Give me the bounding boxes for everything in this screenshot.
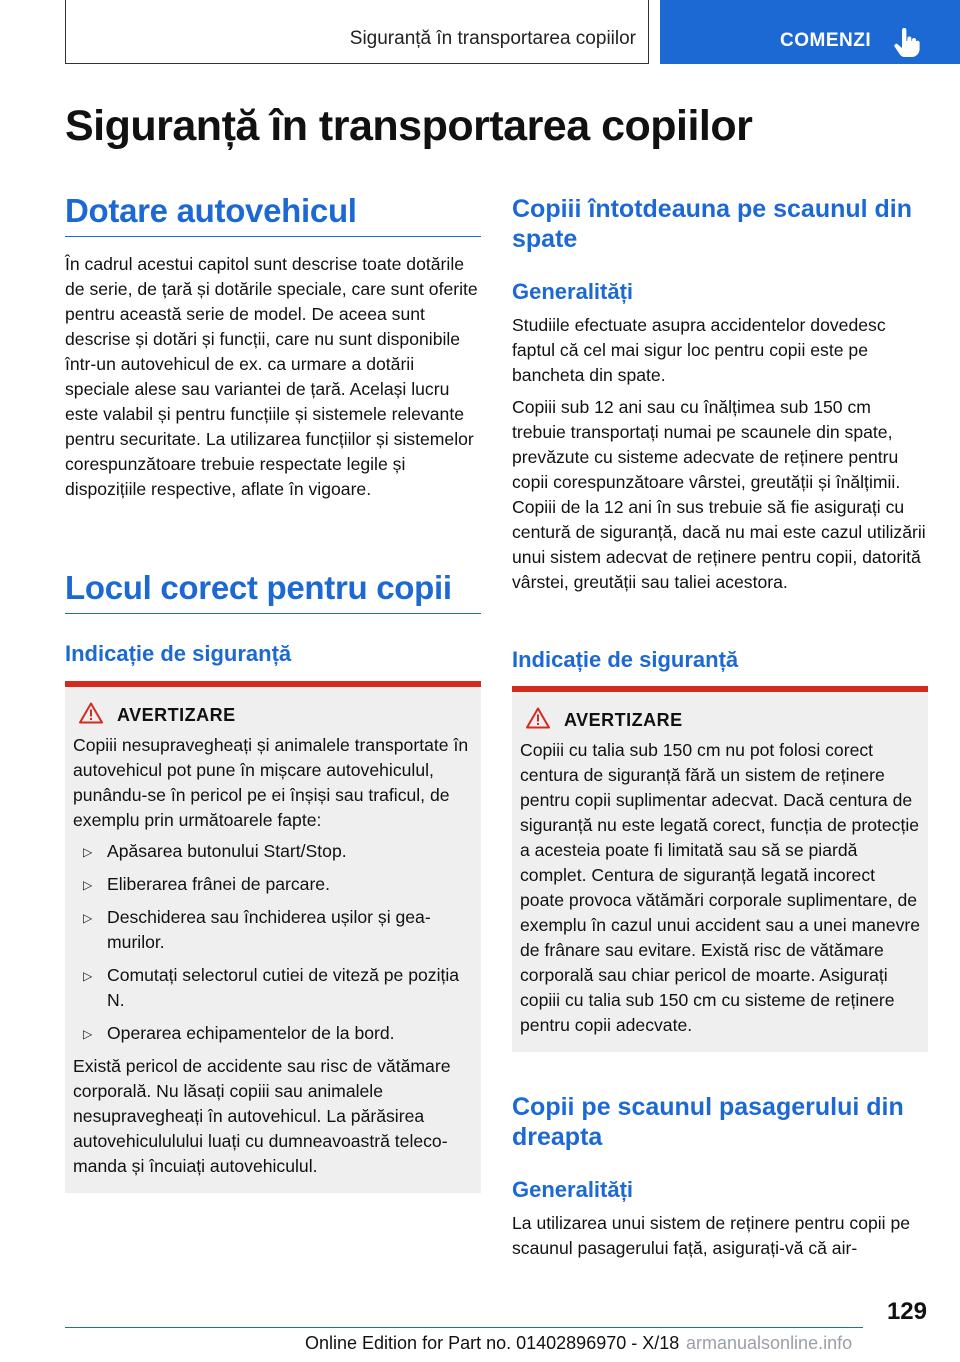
triangle-bullet-icon: ▷	[83, 969, 93, 983]
warning-box-right	[512, 686, 928, 1052]
section-heading-pasager-dreapta: Copii pe scaunul pasagerului din dreapta	[512, 1093, 904, 1151]
header-title-box	[65, 0, 649, 64]
paragraph-airbag: La utilizarea unui sistem de reținere pentru copii pe scaunul pasagerului față, asigurați-vă că air-	[512, 1213, 911, 1258]
list-item: ▷ Eliberarea frânei de parcare.	[73, 872, 473, 897]
header-title: Siguranță în transportarea copiilor	[349, 28, 636, 49]
warning-triangle-icon	[526, 707, 550, 734]
list-item: ▷ Apăsarea butonului Start/Stop.	[73, 839, 473, 864]
footer-watermark: armanualsonline.info	[686, 1333, 853, 1353]
footer-divider	[65, 1327, 863, 1328]
warning-triangle-icon	[79, 702, 103, 729]
list-item: ▷ Comutați selectorul cutiei de viteză pe poziția N.	[83, 965, 460, 1010]
page-title: Siguranță în transportarea copiilor	[65, 102, 753, 150]
section-heading-dotare: Dotare autovehicul	[65, 192, 481, 237]
subheading-generalitati-1: Generalități	[512, 279, 634, 304]
footer-edition: Online Edition for Part no. 01402896970 - X/18	[305, 1333, 680, 1353]
section-heading-locul-corect: Locul corect pentru copii	[65, 569, 481, 614]
warning-text-right: Copiii cu talia sub 150 cm nu pot folosi corect centura de siguranță fără un sistem de reținere pentru copii suplimentar adecvat. Dacă centura de siguranță nu este legată corect, funcția de protecție a acesteia poate fi limitată sau să se piardă complet. Centura de siguranță legată incorect poate provoca vătămări corporale suplimentare, de exemplu în cazul unui accident sau a unei manevre de frânare sau evitare. Există risc de vătămare corporală sau chiar pericol de moarte. Asigurați copiii cu talia sub 150 cm cu sisteme de reținere pentru copii adecvate.	[520, 740, 921, 1035]
warning-header-right	[520, 706, 920, 734]
warning-title-right: AVERTIZARE	[564, 709, 683, 730]
paragraph-studii: Studiile efectuate asupra accidentelor dovedesc faptul că cel mai sigur loc pentru copii este pe bancheta din spate.	[512, 315, 886, 385]
triangle-bullet-icon: ▷	[83, 845, 93, 859]
section-text-dotare: În cadrul acestui capitol sunt descrise toate dotările de serie, de țară și dotările speciale, care sunt oferite pentru această serie de model. De aceea sunt descrise și dotări și funcții, care nu sunt disponibile într-un autovehicul de ex. ca urmare a dotării speciale alese sau variantei de țară. Același lucru este valabil și pentru funcțiile și sistemele relevante pentru securitate. La utilizarea funcțiilor și sistemelor corespunzătoare trebuie respectate legile și dispozițiile respective, aflate în vigoare.	[65, 254, 478, 499]
list-item: ▷ Operarea echipamentelor de la bord.	[73, 1021, 473, 1046]
triangle-bullet-icon: ▷	[83, 1027, 93, 1041]
paragraph-copiii-sub-12: Copiii sub 12 ani sau cu înălțimea sub 150 cm trebuie transportați numai pe scaunele din spate, prevăzute cu sisteme adecvate de reținere pentru copii corespunzătoare vârstei, greutății și înălțimii. Copiii de la 12 ani în sus trebuie să fie asigurați cu centură de siguranță, dacă nu mai este cazul utilizării unui sistem adecvat de reținere pentru copii, datorită vârstei, greutății sau taliei acestora.	[512, 397, 926, 592]
subheading-generalitati-2: Generalități	[512, 1177, 634, 1202]
list-item: ▷ Deschiderea sau închiderea ușilor și geamurilor.	[83, 907, 431, 952]
warning-outro-left: Există pericol de accidente sau risc de vătămare corporală. Nu lăsați copiii sau animalele nesupravegheați în autovehicul. La părăsirea autovehicululului luați cu dumneavoastră telecomanda și încuiați autovehiculul.	[73, 1056, 451, 1176]
tab-comenzi-label: COMENZI	[780, 30, 872, 51]
triangle-bullet-icon: ▷	[83, 878, 93, 892]
warning-header-left	[73, 701, 473, 729]
warning-box-left	[65, 681, 481, 1193]
section-heading-copiii-spate: Copiii întotdeauna pe scaunul din spate	[512, 195, 913, 253]
subheading-indicatie-right: Indicație de siguranță	[512, 647, 739, 672]
warning-bullet-list	[73, 839, 473, 1046]
page-number: 129	[886, 1298, 927, 1325]
triangle-bullet-icon: ▷	[83, 911, 93, 925]
subheading-indicatie-left: Indicație de siguranță	[65, 641, 292, 666]
hand-pointer-icon	[893, 28, 921, 63]
warning-title-left: AVERTIZARE	[117, 704, 236, 725]
warning-intro-left: Copiii nesupravegheați și animalele transportate în autovehicul pot pune în mișcare autovehiculul, punându-se în pericol pe ei înșiși sau traficul, de exemplu prin următoarele fapte:	[73, 735, 469, 830]
